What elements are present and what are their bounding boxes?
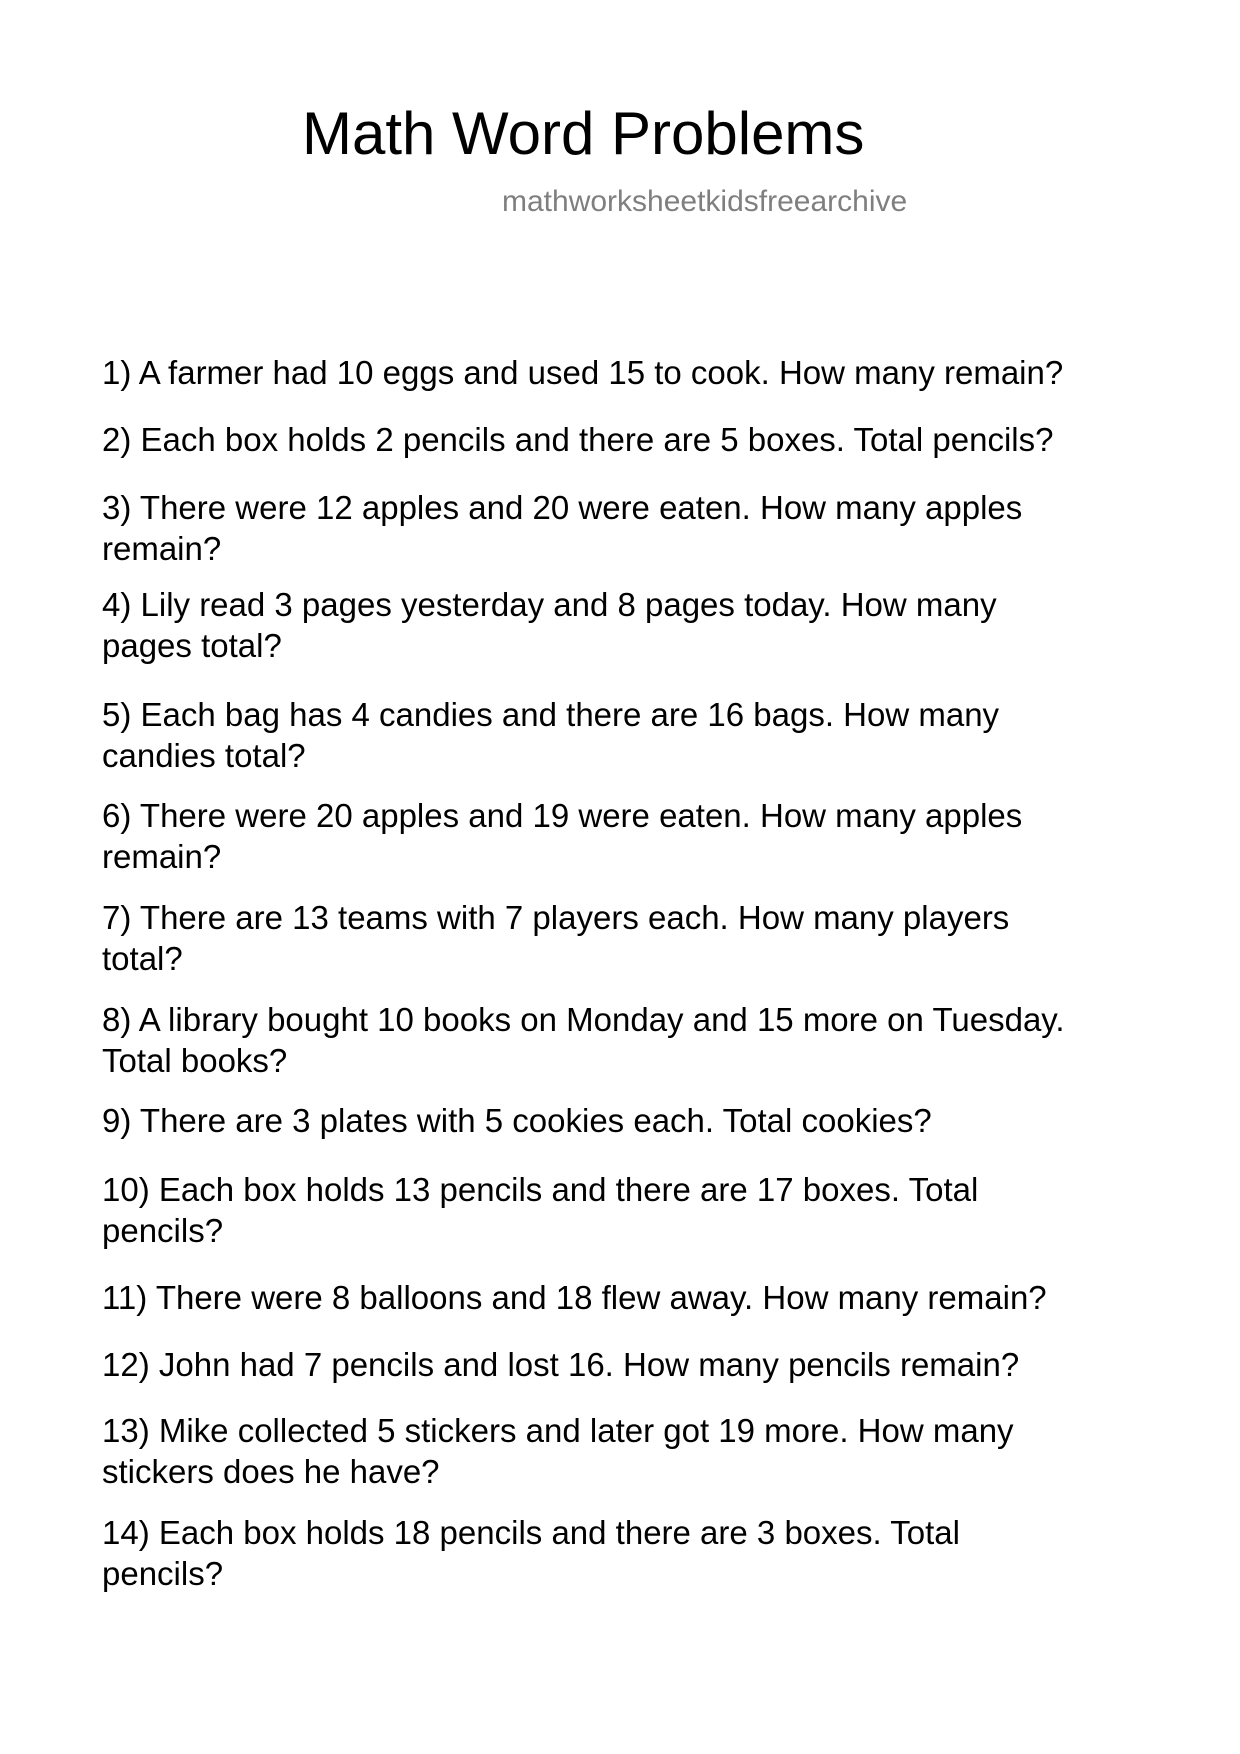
problem-text-line: stickers does he have? <box>102 1453 440 1490</box>
problem-text-line: remain? <box>102 838 222 875</box>
problem-text-line: 11) There were 8 balloons and 18 flew away. How many remain? <box>102 1279 1047 1316</box>
problem-text-line: pencils? <box>102 1212 224 1249</box>
problem-text-line: 5) Each bag has 4 candies and there are 16 bags. How many <box>102 696 1000 733</box>
problem-text-line: 2) Each box holds 2 pencils and there are 5 boxes. Total pencils? <box>102 421 1054 458</box>
problem-text-line: 6) There were 20 apples and 19 were eaten. How many apples <box>102 797 1023 834</box>
problem-text-line: 8) A library bought 10 books on Monday and 15 more on Tuesday. <box>102 1001 1065 1038</box>
problem-item <box>102 1344 1142 1385</box>
problem-text-line: 1) A farmer had 10 eggs and used 15 to cook. How many remain? <box>102 354 1064 391</box>
problem-item <box>102 1100 1142 1141</box>
problem-item <box>102 795 1142 877</box>
problem-item <box>102 1277 1142 1318</box>
page-title: Math Word Problems <box>302 100 865 167</box>
problem-item <box>102 694 1142 776</box>
problem-item <box>102 897 1142 979</box>
problem-text-line: 14) Each box holds 18 pencils and there are 3 boxes. Total <box>102 1514 960 1551</box>
problem-text-line: total? <box>102 940 183 977</box>
problem-item <box>102 487 1142 569</box>
problem-text-line: pencils? <box>102 1555 224 1592</box>
problem-text-line: 10) Each box holds 13 pencils and there are 17 boxes. Total <box>102 1171 979 1208</box>
problem-item <box>102 419 1142 460</box>
problem-item <box>102 1410 1142 1492</box>
problem-text-line: remain? <box>102 530 222 567</box>
problem-item <box>102 352 1142 393</box>
problem-text-line: 12) John had 7 pencils and lost 16. How many pencils remain? <box>102 1346 1020 1383</box>
problem-item <box>102 1169 1142 1251</box>
problem-item <box>102 584 1142 666</box>
problem-text-line: 13) Mike collected 5 stickers and later got 19 more. How many <box>102 1412 1014 1449</box>
problem-item <box>102 1512 1142 1594</box>
problem-text-line: Total books? <box>102 1042 288 1079</box>
problem-item <box>102 999 1142 1081</box>
problem-text-line: candies total? <box>102 737 306 774</box>
page-subtitle: mathworksheetkidsfreearchive <box>502 185 908 218</box>
problem-text-line: 9) There are 3 plates with 5 cookies each. Total cookies? <box>102 1102 932 1139</box>
problem-text-line: 3) There were 12 apples and 20 were eaten. How many apples <box>102 489 1023 526</box>
problem-text-line: 7) There are 13 teams with 7 players each. How many players <box>102 899 1010 936</box>
problem-text-line: 4) Lily read 3 pages yesterday and 8 pages today. How many <box>102 586 997 623</box>
problem-text-line: pages total? <box>102 627 282 664</box>
